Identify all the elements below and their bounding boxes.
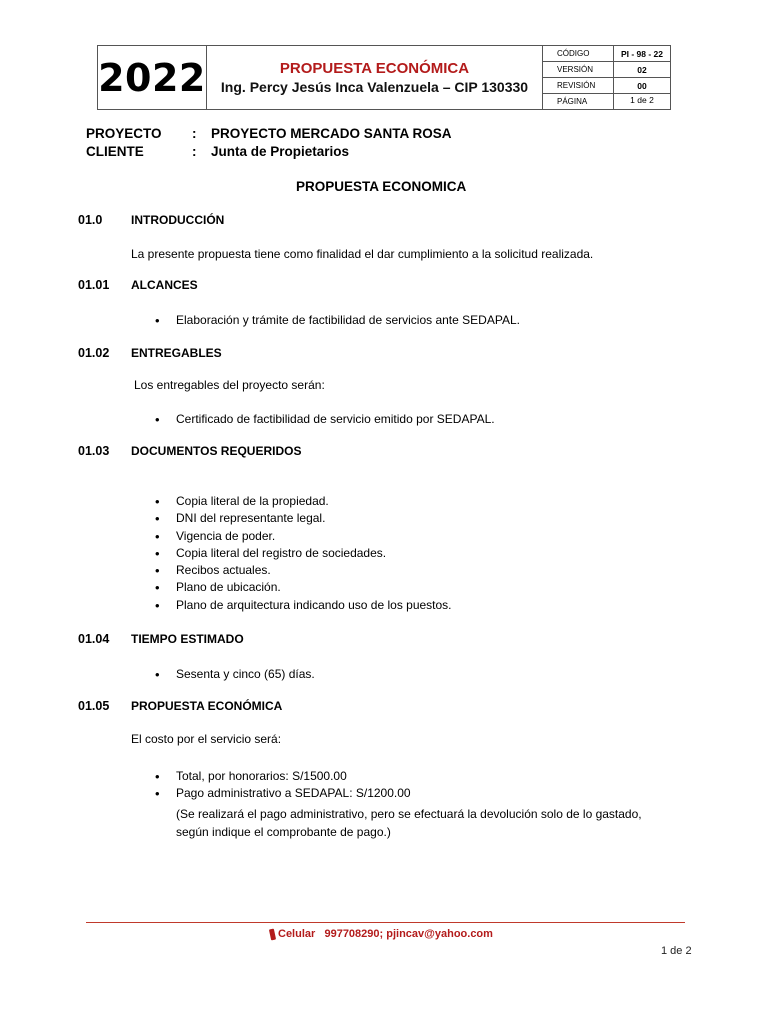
economic-note: (Se realizará el pago administrativo, pero se efectuará la devolución solo de lo gastado, según indique el comprobante de pago.) (176, 807, 642, 839)
section-title: ALCANCES (131, 278, 198, 292)
footer-contact-text: Celular 997708290; pjincav@yahoo.com (278, 928, 493, 940)
meta-key: CÓDIGO (543, 46, 614, 61)
section-number: 01.03 (78, 444, 110, 458)
section-title: DOCUMENTOS REQUERIDOS (131, 444, 302, 458)
meta-key: PÁGINA (543, 94, 614, 109)
section-number: 01.01 (78, 278, 110, 292)
list-item: • DNI del representante legal. (155, 510, 452, 527)
meta-key: REVISIÓN (543, 78, 614, 93)
meta-row-revision (543, 78, 670, 94)
header-year: 2022 (98, 46, 207, 109)
section-number: 01.05 (78, 699, 110, 713)
phone-icon (269, 928, 276, 940)
meta-key: VERSIÓN (543, 62, 614, 77)
header-title: PROPUESTA ECONÓMICA (279, 59, 470, 77)
project-value: PROYECTO MERCADO SANTA ROSA (211, 126, 452, 141)
meta-value: 1 de 2 (630, 95, 654, 105)
meta-value: 00 (637, 80, 647, 91)
meta-row-page (543, 94, 670, 109)
list-item: • Copia literal de la propiedad. (155, 493, 452, 510)
list-item: • Sesenta y cinco (65) días. (155, 666, 315, 683)
meta-value: PI - 98 - 22 (620, 48, 664, 59)
meta-value: 02 (637, 64, 647, 75)
time-list (155, 666, 315, 683)
client-separator: : (192, 144, 197, 159)
section-title: PROPUESTA ECONÓMICA (131, 699, 283, 713)
list-item: • Plano de ubicación. (155, 579, 452, 596)
header-meta-table (543, 46, 670, 109)
economic-text: El costo por el servicio será: (131, 732, 282, 746)
document-header (97, 45, 671, 110)
client-label: CLIENTE (86, 144, 144, 159)
client-value: Junta de Propietarios (211, 144, 350, 159)
page-number: 1 de 2 (661, 945, 692, 957)
list-item: • Plano de arquitectura indicando uso de los puestos. (155, 597, 452, 614)
documents-list (155, 493, 452, 614)
deliverables-text: Los entregables del proyecto serán: (134, 378, 325, 392)
header-subtitle: Ing. Percy Jesús Inca Valenzuela – CIP 130330 (220, 78, 529, 95)
meta-row-version (543, 62, 670, 78)
intro-text: La presente propuesta tiene como finalidad el dar cumplimiento a la solicitud realizada. (131, 247, 594, 261)
list-item: • Copia literal del registro de sociedades. (155, 545, 452, 562)
footer-contact (270, 928, 493, 940)
footer-divider (86, 922, 685, 923)
meta-row-code (543, 46, 670, 62)
section-number: 01.04 (78, 632, 110, 646)
economic-list (155, 768, 411, 803)
document-title: PROPUESTA ECONOMICA (296, 179, 467, 194)
scope-list (155, 312, 520, 329)
section-title: INTRODUCCIÓN (131, 213, 225, 227)
project-separator: : (192, 126, 197, 141)
list-item: • Certificado de factibilidad de servicio emitido por SEDAPAL. (155, 411, 495, 428)
list-item: • Recibos actuales. (155, 562, 452, 579)
list-item: • Total, por honorarios: S/1500.00 (155, 768, 411, 785)
section-title: TIEMPO ESTIMADO (131, 632, 244, 646)
header-title-block (207, 46, 543, 109)
list-item: • Vigencia de poder. (155, 528, 452, 545)
list-item: • Pago administrativo a SEDAPAL: S/1200.00 (155, 785, 411, 802)
section-number: 01.0 (78, 213, 103, 227)
list-item: • Elaboración y trámite de factibilidad de servicios ante SEDAPAL. (155, 312, 520, 329)
section-title: ENTREGABLES (131, 346, 222, 360)
deliverables-list (155, 411, 495, 428)
section-number: 01.02 (78, 346, 110, 360)
project-label: PROYECTO (86, 126, 162, 141)
